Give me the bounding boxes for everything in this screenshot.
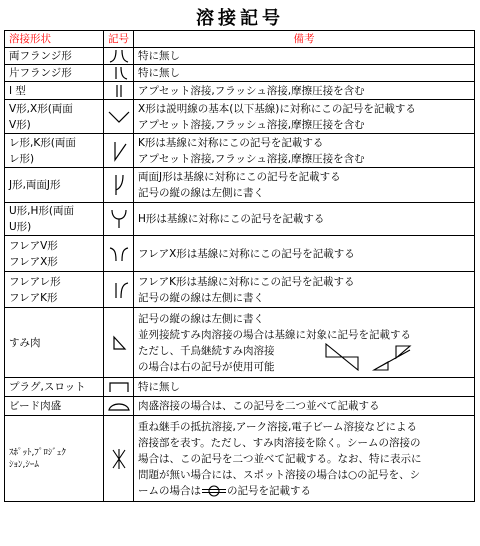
notes-text: アプセット溶接,フラッシュ溶接,摩擦圧接を含む	[138, 118, 365, 131]
single-flange-symbol-icon	[104, 65, 134, 82]
shape-text: レ形)	[9, 152, 35, 165]
notes-text: X形は説明線の基本(以下基線)に対称にこの記号を記載する	[138, 102, 416, 115]
table-row	[5, 236, 475, 272]
notes-cell	[134, 65, 475, 82]
shape-text: V形)	[9, 118, 31, 131]
shape-text: プラグ,スロット	[9, 381, 86, 393]
spot-seam-symbol-icon	[104, 416, 134, 502]
flare-bevel-symbol-icon	[104, 272, 134, 308]
shape-cell	[5, 416, 104, 502]
shape-text: フレアレ形	[9, 275, 61, 288]
notes-text: 特に無し	[138, 381, 180, 393]
table-row	[5, 100, 475, 134]
bead-surfacing-symbol-icon	[104, 397, 134, 416]
page-title: 溶接記号	[196, 8, 284, 29]
shape-cell	[5, 48, 104, 65]
notes-cell	[134, 272, 475, 308]
notes-text: 両面J形は基線に対称にこの記号を記載する	[138, 171, 341, 183]
table-row	[5, 397, 475, 416]
shape-cell	[5, 308, 104, 378]
shape-cell	[5, 236, 104, 272]
notes-text: 重ね継手の抵抗溶接,アーク溶接,電子ビーム溶接などによる	[138, 420, 417, 433]
table-row	[5, 378, 475, 397]
notes-text: フレアX形は基線に対称にこの記号を記載する	[138, 247, 355, 260]
notes-text: アプセット溶接,フラッシュ溶接,摩擦圧接を含む	[138, 152, 365, 165]
shape-text: フレアK形	[9, 291, 58, 304]
table-row	[5, 65, 475, 82]
table-row	[5, 308, 475, 378]
shape-cell	[5, 168, 104, 203]
shape-text: V形,X形(両面	[9, 102, 73, 115]
notes-text: 特に無し	[138, 67, 180, 79]
seam-circle-symbol-icon	[201, 485, 227, 497]
shape-text: 両フランジ形	[9, 50, 72, 62]
notes-text: H形は基線に対称にこの記号を記載する	[138, 213, 325, 225]
notes-cell	[134, 48, 475, 65]
plug-slot-symbol-icon	[104, 378, 134, 397]
notes-text: 肉盛溶接の場合は、この記号を二つ並べて記載する	[138, 400, 380, 412]
notes-text: ームの場合は	[138, 484, 201, 497]
u-groove-symbol-icon	[104, 203, 134, 236]
weld-symbol-table	[4, 30, 475, 502]
notes-text: 記号の縦の線は左側に書く	[138, 312, 264, 325]
shape-text: U形)	[9, 221, 32, 233]
notes-cell	[134, 397, 475, 416]
shape-text: すみ肉	[9, 336, 41, 349]
notes-text: 場合は、この記号を二つ並べて記載する。なお、特に表示に	[138, 452, 422, 465]
fillet-symbol-icon	[104, 308, 134, 378]
notes-text: 問題が無い場合には、スポット溶接の場合は○の記号を、シ	[138, 468, 421, 481]
notes-text: ただし、千鳥継続すみ肉溶接	[138, 344, 275, 357]
shape-text: ビード肉盛	[9, 400, 62, 412]
staggered-fillet-symbol-icon	[324, 342, 454, 372]
shape-text: レ形,K形(両面	[9, 136, 76, 149]
shape-cell	[5, 378, 104, 397]
notes-text: 記号の縦の線は左側に書く	[138, 291, 264, 304]
j-groove-symbol-icon	[104, 168, 134, 203]
notes-cell	[134, 134, 475, 168]
shape-cell	[5, 100, 104, 134]
notes-text: 並列接続すみ肉溶接の場合は基線に対象に記号を記載する	[138, 328, 411, 341]
shape-cell	[5, 272, 104, 308]
shape-cell	[5, 134, 104, 168]
shape-cell	[5, 203, 104, 236]
notes-cell	[134, 82, 475, 100]
shape-cell	[5, 82, 104, 100]
notes-text: フレアK形は基線に対称にこの記号を記載する	[138, 275, 355, 288]
table-row	[5, 134, 475, 168]
notes-cell	[134, 100, 475, 134]
shape-text: I 型	[9, 84, 26, 97]
notes-text: の記号を記載する	[227, 484, 311, 497]
notes-cell	[134, 378, 475, 397]
notes-text: 特に無し	[138, 50, 180, 62]
shape-cell	[5, 397, 104, 416]
header-shape: 溶接形状	[5, 31, 104, 48]
notes-text: アプセット溶接,フラッシュ溶接,摩擦圧接を含む	[138, 84, 365, 97]
shape-text: U形,H形(両面	[9, 205, 75, 217]
header-symbol: 記号	[104, 31, 134, 48]
shape-text: J形,両面J形	[9, 179, 61, 191]
shape-text: ｼｮﾝ,ｼｰﾑ	[9, 459, 39, 470]
notes-cell	[134, 203, 475, 236]
shape-text: フレアX形	[9, 255, 58, 268]
table-row	[5, 203, 475, 236]
notes-text: 記号の縦の線は左側に書く	[138, 187, 264, 199]
header-row	[5, 31, 475, 48]
notes-cell	[134, 308, 475, 378]
notes-text: K形は基線に対称にこの記号を記載する	[138, 136, 324, 149]
notes-text: 溶接部を表す。ただし、すみ肉溶接を除く。シームの溶接の	[138, 436, 421, 449]
bevel-groove-symbol-icon	[104, 134, 134, 168]
notes-cell	[134, 168, 475, 203]
notes-cell	[134, 236, 475, 272]
double-flange-symbol-icon	[104, 48, 134, 65]
notes-cell	[134, 416, 475, 502]
shape-text: フレアV形	[9, 239, 58, 252]
table-row	[5, 168, 475, 203]
shape-text: ｽﾎﾟｯﾄ,ﾌﾟﾛｼﾞｪｸ	[9, 447, 66, 458]
shape-cell	[5, 65, 104, 82]
notes-text: の場合は右の記号が使用可能	[138, 360, 275, 373]
notes-last-line	[138, 483, 474, 499]
header-notes: 備考	[134, 31, 475, 48]
shape-text: 片フランジ形	[9, 67, 72, 79]
table-row	[5, 416, 475, 502]
v-groove-symbol-icon	[104, 100, 134, 134]
table-row	[5, 48, 475, 65]
table-row	[5, 82, 475, 100]
i-groove-symbol-icon	[104, 82, 134, 100]
flare-v-symbol-icon	[104, 236, 134, 272]
table-row	[5, 272, 475, 308]
